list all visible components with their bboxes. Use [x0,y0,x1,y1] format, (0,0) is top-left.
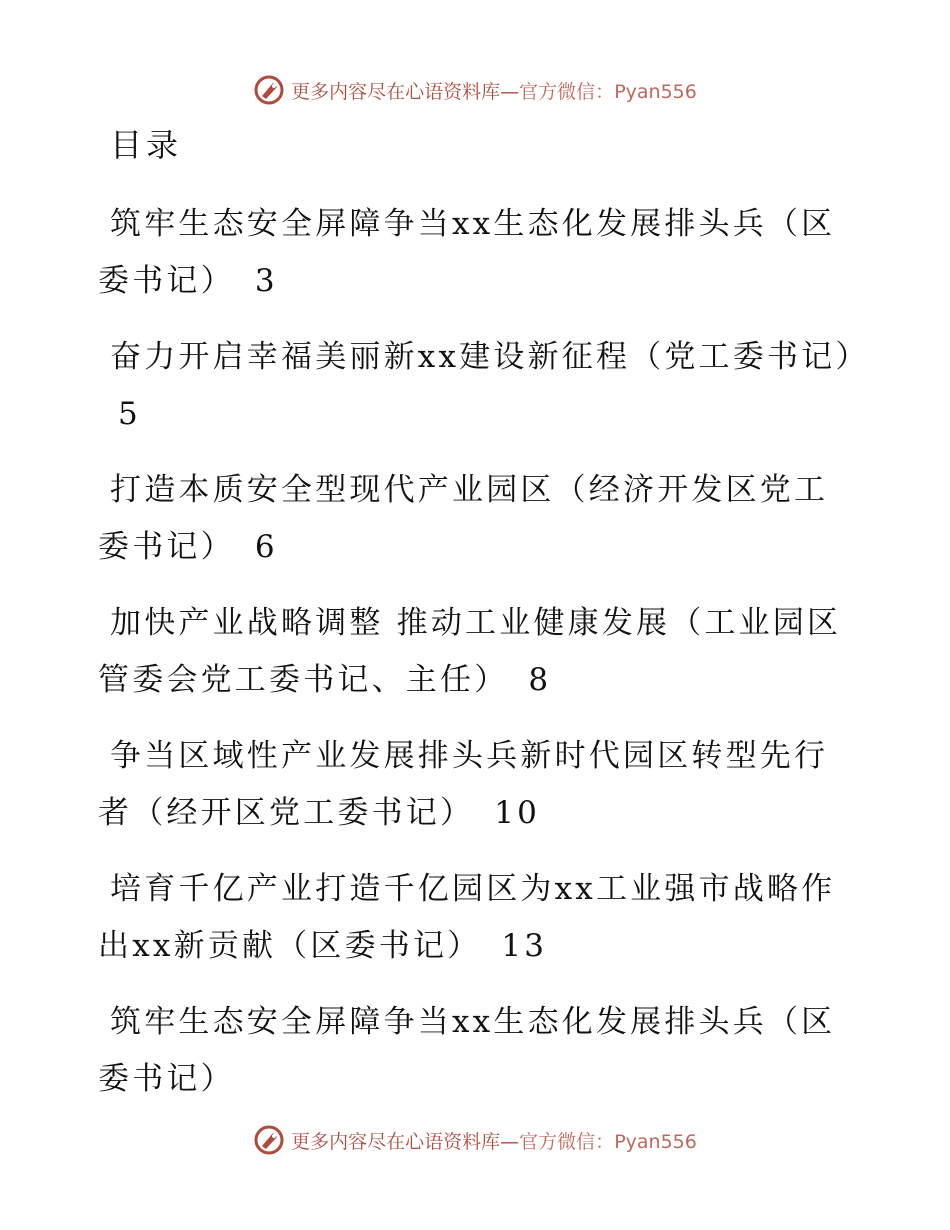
toc-entry[interactable] [98,595,858,709]
watermark-text: 更多内容尽在心语资料库—官方微信：Pyan556 [291,80,697,103]
toc-entry-page: 10 [494,795,541,831]
toc-entry-page: 6 [254,529,278,565]
toc-entry-title: 筑牢生态安全屏障争当xx生态化发展排头兵（区委书记） [98,206,836,299]
toc-entry-page: 13 [501,928,548,964]
watermark-banner-bottom [0,1120,950,1160]
watermark-text: 更多内容尽在心语资料库—官方微信：Pyan556 [291,1130,697,1153]
toc-title: 目录 [110,126,183,164]
toc-list [98,196,870,1127]
watermark-banner-top [0,70,950,110]
toc-entry-page: 5 [118,396,141,432]
toc-entry-page: 8 [528,662,552,698]
section-heading [98,994,858,1108]
section-heading-title: 筑牢生态安全屏障争当xx生态化发展排头兵（区委书记） [98,1004,836,1097]
pen-nib-logo-icon [253,74,285,106]
toc-entry[interactable] [98,728,858,842]
toc-entry-title: 培育千亿产业打造千亿园区为xx工业强市战略作出xx新贡献（区委书记） [98,871,836,964]
pen-nib-logo-icon [253,1124,285,1156]
toc-entry[interactable] [98,329,870,443]
toc-entry[interactable] [98,196,858,310]
toc-entry-title: 加快产业战略调整 推动工业健康发展（工业园区管委会党工委书记、主任） [98,605,842,698]
toc-entry-page: 3 [254,263,278,299]
toc-entry-title: 打造本质安全型现代产业园区（经济开发区党工委书记） [98,472,829,565]
toc-entry-title: 奋力开启幸福美丽新xx建设新征程（党工委书记） [110,339,870,375]
toc-entry[interactable] [98,462,858,576]
toc-entry[interactable] [98,861,858,975]
toc-entry-title: 争当区域性产业发展排头兵新时代园区转型先行者（经开区党工委书记） [98,738,829,831]
